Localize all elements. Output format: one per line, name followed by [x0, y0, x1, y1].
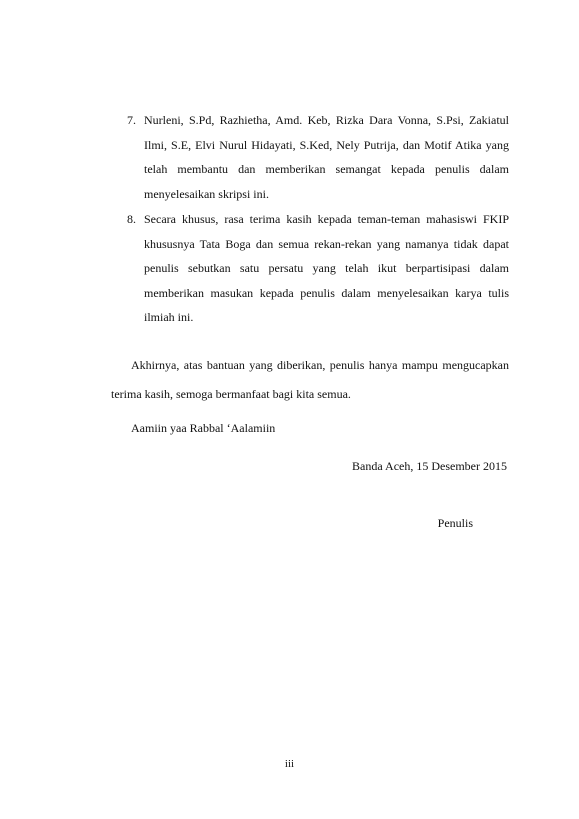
closing-paragraph: Akhirnya, atas bantuan yang diberikan, penulis hanya mampu mengucapkan terima kasih, semoga bermanfaat bagi kita semua.: [111, 358, 509, 401]
prayer-text: Aamiin yaa Rabbal ‘Aalamiin: [131, 421, 276, 435]
list-item-text: Secara khusus, rasa terima kasih kepada teman-teman mahasiswi FKIP khususnya Tata Boga dan semua rekan-rekan yang namanya tidak dapat penulis sebutkan satu persatu yang telah ikut berpartisipasi dalam memberikan masukan kepada penulis dalam menyelesaikan karya tulis ilmiah ini.: [144, 212, 509, 324]
place-date: Banda Aceh, 15 Desember 2015: [352, 459, 507, 473]
list-item-number: 8.: [127, 212, 136, 226]
author-signature: Penulis: [437, 516, 473, 530]
acknowledgement-list: [111, 108, 509, 330]
page-number: iii: [284, 758, 295, 770]
list-item-text: Nurleni, S.Pd, Razhietha, Amd. Keb, Rizka Dara Vonna, S.Psi, Zakiatul Ilmi, S.E, Elvi Nurul Hidayati, S.Ked, Nely Putrija, dan Motif Atika yang telah membantu dan memberikan semangat kepada penulis dalam menyelesaikan skripsi ini.: [144, 113, 509, 201]
list-item-number: 7.: [127, 113, 136, 127]
list-item: [111, 108, 509, 206]
list-item: [111, 207, 509, 330]
